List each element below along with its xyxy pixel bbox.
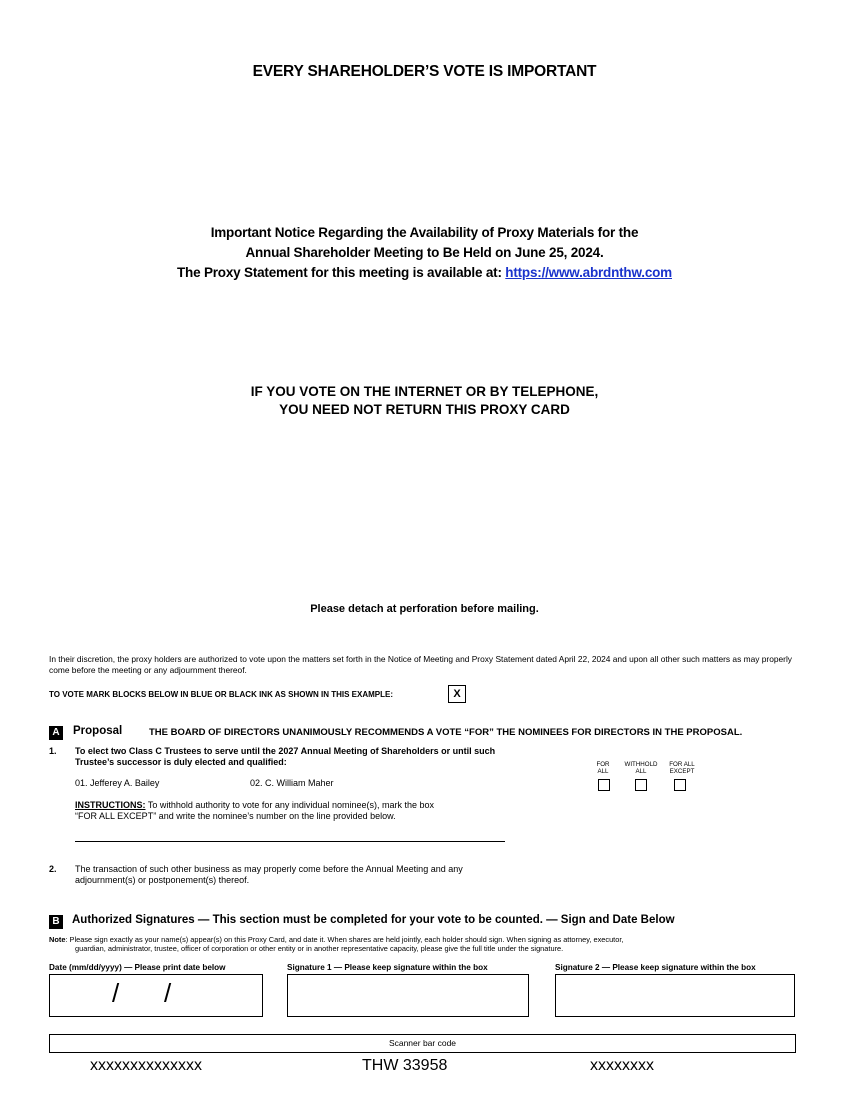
item-1-text-line-1: To elect two Class C Trustees to serve until the 2027 Annual Meeting of Shareholders or until such <box>75 746 496 756</box>
nominee-2: 02. C. William Maher <box>250 778 334 788</box>
internet-vote-notice <box>0 383 849 419</box>
section-b-badge: B <box>49 915 63 929</box>
signature-note-line-2: guardian, administrator, trustee, officer of corporation or other entity or in another representative capacity, please give the full title under the signature. <box>75 944 564 953</box>
item-2-text-line-1: The transaction of such other business as may properly come before the Annual Meeting and any <box>75 864 463 874</box>
notice-line-2: Annual Shareholder Meeting to Be Held on June 25, 2024. <box>245 245 604 260</box>
nominee-number-write-line[interactable] <box>75 841 505 842</box>
internet-vote-line-1: IF YOU VOTE ON THE INTERNET OR BY TELEPHONE, <box>250 384 599 399</box>
for-all-checkbox[interactable] <box>598 779 610 791</box>
section-a-title: Proposal <box>73 725 123 737</box>
signature-note-line-1 <box>49 935 809 944</box>
column-for-all-line-2: ALL <box>597 768 609 775</box>
section-b-title: Authorized Signatures — This section must be completed for your vote to be counted. — Sign and Date Below <box>72 914 675 926</box>
instructions-label: INSTRUCTIONS: <box>75 800 146 810</box>
date-separator-1: / <box>112 978 120 1008</box>
signature-2-label: Signature 2 — Please keep signature within the box <box>555 963 756 972</box>
proxy-statement-link[interactable]: https://www.abrdnthw.com <box>505 265 672 280</box>
signature-note <box>49 935 809 953</box>
item-2-number: 2. <box>49 864 57 874</box>
section-a-badge: A <box>49 726 63 740</box>
note-label: Note <box>49 935 66 944</box>
example-mark-box: X <box>448 685 466 703</box>
signature-1-label: Signature 1 — Please keep signature within the box <box>287 963 488 972</box>
proxy-materials-notice <box>0 223 849 283</box>
notice-line-1: Important Notice Regarding the Availability of Proxy Materials for the <box>210 225 639 240</box>
column-withhold-line-1: WITHHOLD <box>624 761 658 768</box>
instructions-text-1: To withhold authority to vote for any individual nominee(s), mark the box <box>145 800 434 810</box>
notice-line-3 <box>0 263 849 283</box>
instructions <box>75 800 434 822</box>
signature-2-box[interactable] <box>555 974 795 1017</box>
internet-vote-line-2: YOU NEED NOT RETURN THIS PROXY CARD <box>279 402 570 417</box>
detach-instruction: Please detach at perforation before mailing. <box>310 603 539 615</box>
right-code: xxxxxxxx <box>590 1057 654 1074</box>
column-except-line-1: FOR ALL <box>669 761 695 768</box>
withhold-all-checkbox[interactable] <box>635 779 647 791</box>
item-1-text <box>75 746 495 768</box>
item-2-text <box>75 864 463 886</box>
mark-instructions: TO VOTE MARK BLOCKS BELOW IN BLUE OR BLACK INK AS SHOWN IN THIS EXAMPLE: <box>49 690 393 699</box>
column-withhold-line-2: ALL <box>635 768 647 775</box>
notice-line-3-prefix: The Proxy Statement for this meeting is available at: <box>177 265 506 280</box>
date-input-box[interactable] <box>49 974 263 1017</box>
date-label: Date (mm/dd/yyyy) — Please print date below <box>49 963 226 972</box>
column-for-all <box>588 761 618 775</box>
for-all-except-checkbox[interactable] <box>674 779 686 791</box>
item-1-number: 1. <box>49 746 57 756</box>
nominee-1: 01. Jefferey A. Bailey <box>75 778 160 788</box>
signature-1-box[interactable] <box>287 974 529 1017</box>
item-1-text-line-2: Trustee’s successor is duly elected and qualified: <box>75 757 287 767</box>
scanner-bar-code: Scanner bar code <box>49 1034 796 1053</box>
column-withhold-all <box>619 761 663 775</box>
control-number: THW 33958 <box>362 1057 448 1074</box>
instructions-line-2: “FOR ALL EXCEPT” and write the nominee’s number on the line provided below. <box>75 811 396 821</box>
column-for-all-except <box>664 761 700 775</box>
left-code: xxxxxxxxxxxxxx <box>90 1057 202 1074</box>
note-text-1: : Please sign exactly as your name(s) appear(s) on this Proxy Card, and date it. When shares are held jointly, each holder should sign. When signing as attorney, executor, <box>65 935 624 944</box>
column-for-all-line-1: FOR <box>596 761 610 768</box>
discretion-text: In their discretion, the proxy holders are authorized to vote upon the matters set forth in the Notice of Meeting and Proxy Statement dated April 22, 2024 and upon all other such matters as may properly come before the meeting or any adjournment thereof. <box>49 654 792 675</box>
card-title: EVERY SHAREHOLDER’S VOTE IS IMPORTANT <box>252 63 597 80</box>
column-except-line-2: EXCEPT <box>669 768 695 775</box>
item-2-text-line-2: adjournment(s) or postponement(s) thereof. <box>75 875 250 885</box>
section-a-recommendation: THE BOARD OF DIRECTORS UNANIMOUSLY RECOMMENDS A VOTE “FOR” THE NOMINEES FOR DIRECTORS IN THE PROPOSAL. <box>149 727 743 738</box>
date-separator-2: / <box>164 978 172 1008</box>
instructions-line-1 <box>75 800 434 811</box>
